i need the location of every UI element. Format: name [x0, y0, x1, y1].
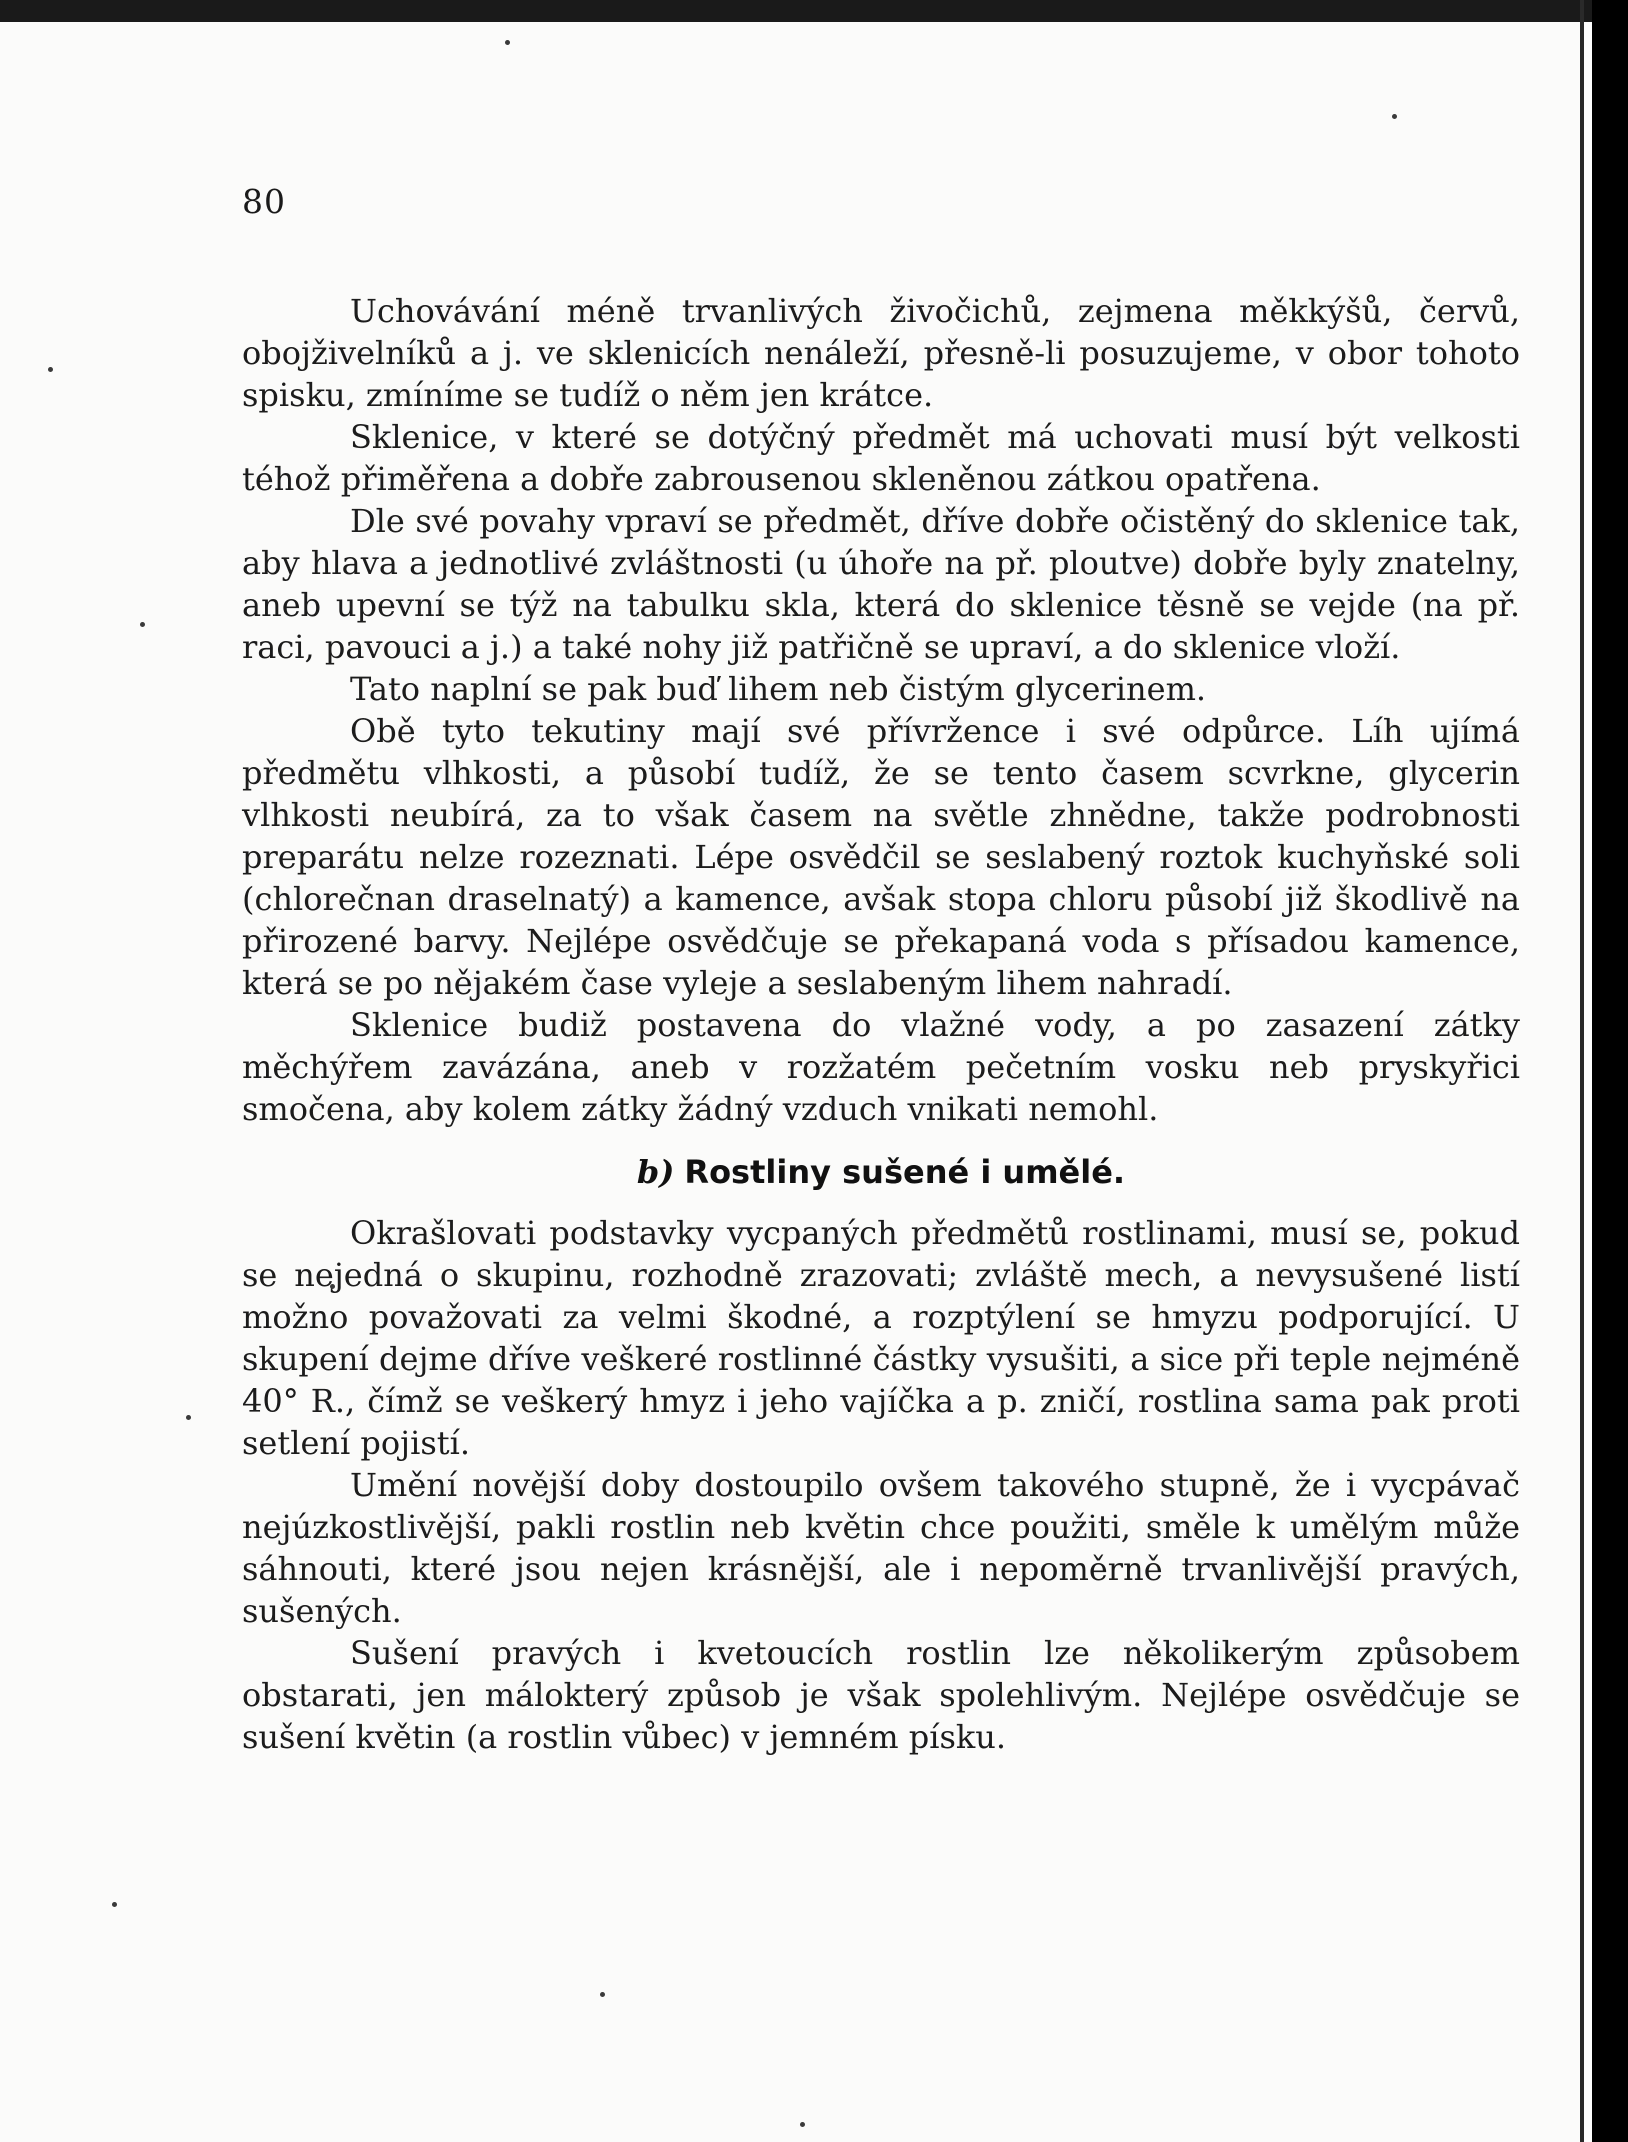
paragraph: Sušení pravých i kvetoucích rostlin lze několikerým způsobem obstarati, jen málokterý způsob je však spolehlivým. Nejlépe osvědčuje se sušení květin (a rostlin vůbec) v jemném písku. — [242, 1634, 1520, 1756]
scan-speck — [800, 2122, 805, 2127]
paragraph: Tato naplní se pak buď lihem neb čistým glycerinem. — [350, 670, 1207, 708]
paragraph: Dle své povahy vpraví se předmět, dříve dobře očistěný do sklenice tak, aby hlava a jednotlivé zvláštnosti (u úhoře na př. ploutve) dobře byly znatelny, aneb upevní se týž na tabulku skla, která do sklenice těsně se vejde (na př. raci, pavouci a j.) a také nohy již patřičně se upraví, a do sklenice vloží. — [242, 502, 1520, 666]
section-heading — [242, 1150, 1520, 1194]
paragraph: Sklenice budiž postavena do vlažné vody, a po zasazení zátky měchýřem zavázána, aneb v rozžatém pečetním vosku neb pryskyřici smočena, aby kolem zátky žádný vzduch vnikati nemohl. — [242, 1006, 1520, 1128]
page-number: 80 — [242, 182, 286, 221]
page-body — [242, 290, 1520, 1758]
paragraph: Okrašlovati podstavky vycpaných předmětů rostlinami, musí se, pokud se nejedná o skupinu, rozhodně zrazovati; zvláště mech, a nevysušené listí možno považovati za velmi škodné, a rozptýlení se hmyzu podporující. U skupení dejme dříve veškeré rostlinné částky vysušiti, a sice při teple nejméně 40° R., čímž se veškerý hmyz i jeho vajíčka a p. zničí, rostlina sama pak proti setlení pojistí. — [242, 1214, 1520, 1462]
paragraph: Umění novější doby dostoupilo ovšem takového stupně, že i vycpávač nejúzkostlivější, pakli rostlin neb květin chce použiti, směle k umělým může sáhnouti, které jsou nejen krásnější, ale i nepoměrně trvanlivější pravých, sušených. — [242, 1466, 1520, 1630]
scan-speck — [186, 1415, 191, 1420]
scan-border-top — [0, 0, 1628, 22]
scan-speck — [112, 1902, 117, 1907]
scan-border-line — [1580, 0, 1584, 2142]
scan-speck — [140, 622, 145, 627]
scan-speck — [600, 1992, 605, 1997]
paragraph: Obě tyto tekutiny mají své přívržence i své odpůrce. Líh ujímá předmětu vlhkosti, a působí tudíž, že se tento časem scvrkne, glycerin vlhkosti neubírá, za to však časem na světle zhnědne, takže podrobnosti preparátu nelze rozeznati. Lépe osvědčil se seslabený roztok kuchyňské soli (chlorečnan draselnatý) a kamence, avšak stopa chloru působí již škodlivě na přirozené barvy. Nejlépe osvědčuje se překapaná voda s přísadou kamence, která se po nějakém čase vyleje a seslabeným lihem nahradí. — [242, 712, 1520, 1002]
section-label: b) — [636, 1153, 675, 1191]
scan-speck — [1392, 114, 1397, 119]
scan-border-right — [1592, 0, 1628, 2142]
scan-speck — [48, 367, 53, 372]
paragraph: Uchovávání méně trvanlivých živočichů, zejmena měkkýšů, červů, obojživelníků a j. ve sklenicích nenáleží, přesně-li posuzujeme, v obor tohoto spisku, zmíníme se tudíž o něm jen krátce. — [242, 292, 1520, 414]
scan-speck — [505, 40, 510, 45]
paragraph: Sklenice, v které se dotýčný předmět má uchovati musí být velkosti téhož přiměřena a dobře zabrousenou skleněnou zátkou opatřena. — [242, 418, 1520, 498]
section-title: Rostliny sušené i umělé. — [684, 1153, 1126, 1191]
